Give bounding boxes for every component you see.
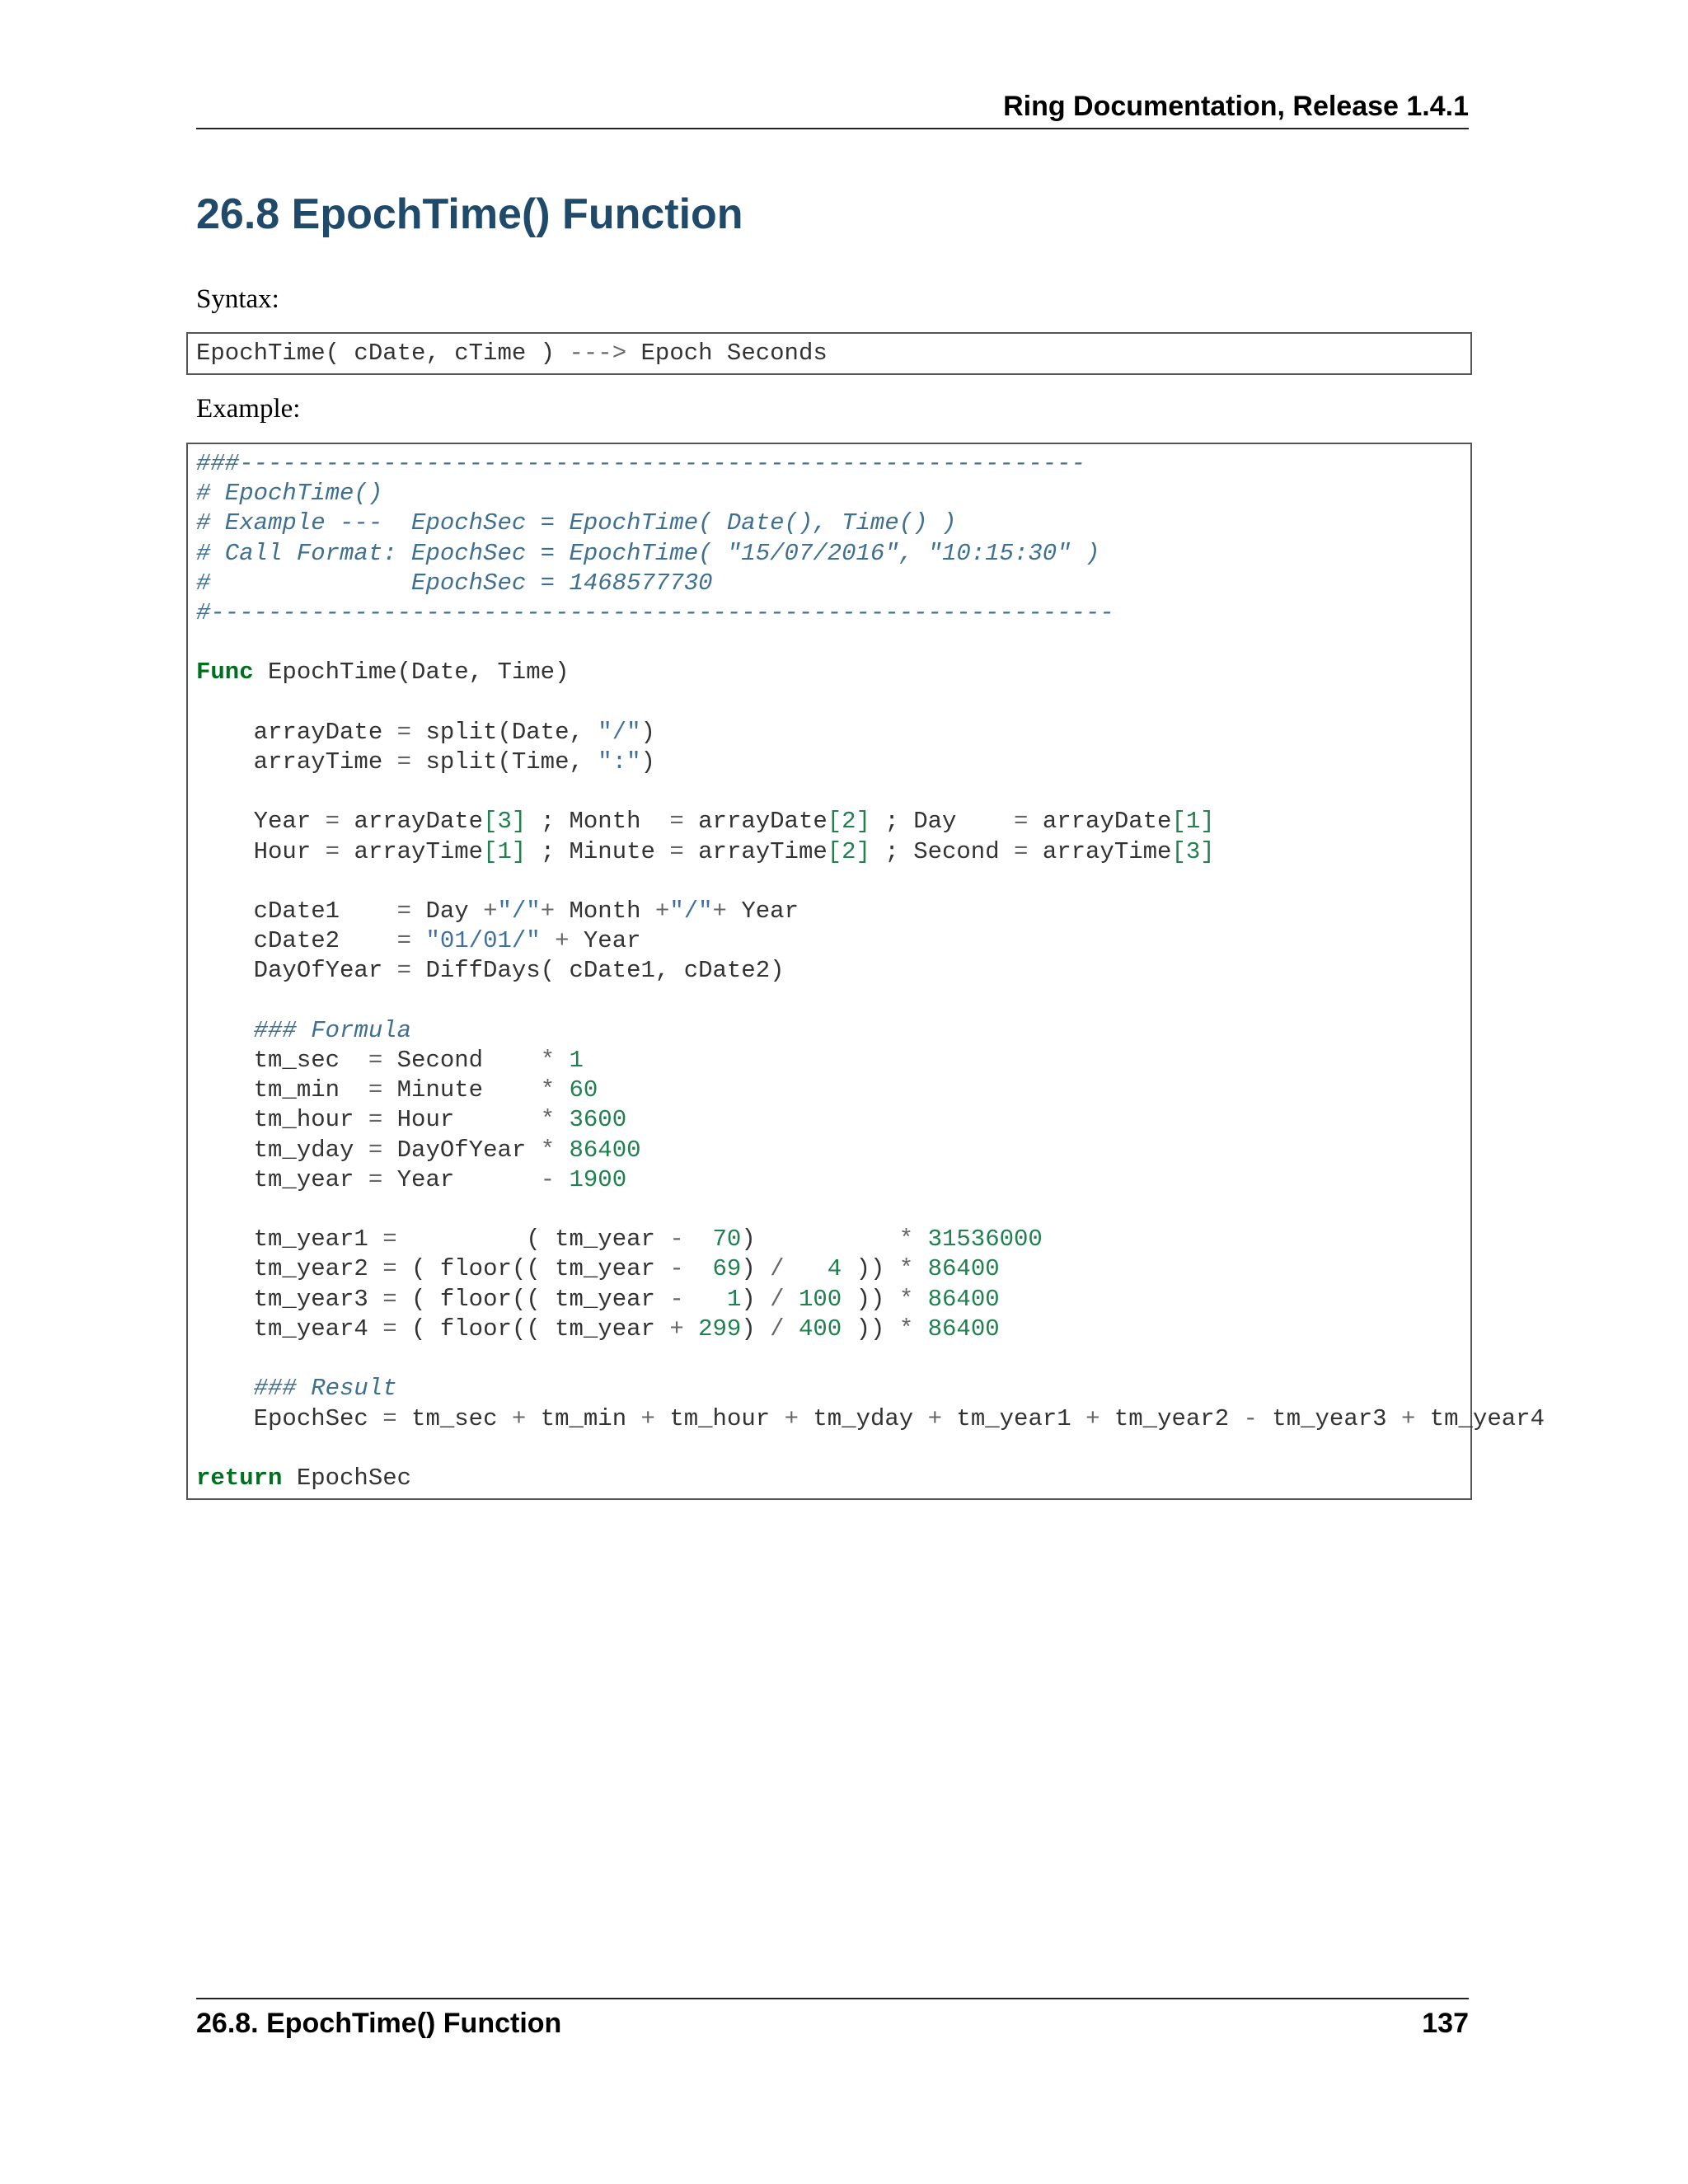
code-line: tm_min = Minute * 60 xyxy=(196,1076,598,1104)
code-line: arrayDate = split(Date, "/") xyxy=(196,718,655,746)
code-line: arrayTime = split(Time, ":") xyxy=(196,748,655,776)
code-line: # Example --- EpochSec = EpochTime( Date(), Time() ) xyxy=(196,509,957,537)
code-line: # EpochSec = 1468577730 xyxy=(196,569,713,597)
syntax-code-block xyxy=(186,332,1472,375)
code-line: ###----------------------------------------------------------- xyxy=(196,450,1085,477)
footer-page-number: 137 xyxy=(1422,2008,1469,2039)
code-line: ### Result xyxy=(196,1375,397,1403)
syntax-label: Syntax: xyxy=(196,284,279,314)
code-line: Year = arrayDate[3] ; Month = arrayDate[2] ; Day = arrayDate[1] xyxy=(196,808,1215,836)
code-line: tm_year4 = ( floor(( tm_year + 299) / 400 )) * 86400 xyxy=(196,1315,1000,1343)
example-code-block xyxy=(186,443,1545,1500)
footer-section: 26.8. EpochTime() Function xyxy=(196,2008,562,2039)
syntax-code xyxy=(196,339,1462,368)
code-line: #--------------------------------------------------------------- xyxy=(196,599,1114,627)
code-line: tm_year2 = ( floor(( tm_year - 69) / 4 )) * 86400 xyxy=(196,1255,1000,1283)
code-line: DayOfYear = DiffDays( cDate1, cDate2) xyxy=(196,957,785,985)
code-line: tm_hour = Hour * 3600 xyxy=(196,1106,627,1134)
example-code xyxy=(196,449,1545,1493)
code-line: Hour = arrayTime[1] ; Minute = arrayTime[2] ; Second = arrayTime[3] xyxy=(196,837,1215,865)
code-line: tm_sec = Second * 1 xyxy=(196,1047,584,1075)
page-footer xyxy=(196,1998,1469,2040)
code-line: tm_year3 = ( floor(( tm_year - 1) / 100 )) * 86400 xyxy=(196,1285,1000,1313)
code-line: tm_yday = DayOfYear * 86400 xyxy=(196,1136,641,1164)
code-line: tm_year1 = ( tm_year - 70) * 31536000 xyxy=(196,1226,1043,1254)
example-label: Example: xyxy=(196,394,301,424)
syntax-code-text: EpochTime( cDate, cTime ) ---> Epoch Seconds xyxy=(196,340,828,367)
header-title: Ring Documentation, Release 1.4.1 xyxy=(1003,91,1469,122)
code-line: tm_year = Year - 1900 xyxy=(196,1165,627,1193)
code-line: # EpochTime() xyxy=(196,480,383,508)
code-line: cDate1 = Day +"/"+ Month +"/"+ Year xyxy=(196,898,799,926)
code-line: Func EpochTime(Date, Time) xyxy=(196,658,570,687)
code-line: # Call Format: EpochSec = EpochTime( "15/07/2016", "10:15:30" ) xyxy=(196,539,1100,567)
code-line: return EpochSec xyxy=(196,1464,412,1492)
code-line: EpochSec = tm_sec + tm_min + tm_hour + tm_yday + tm_year1 + tm_year2 - tm_year3 + tm_year4 xyxy=(196,1404,1545,1432)
code-line: ### Formula xyxy=(196,1016,412,1044)
code-line: cDate2 = "01/01/" + Year xyxy=(196,927,641,955)
page-header xyxy=(196,91,1469,129)
section-title: 26.8 EpochTime() Function xyxy=(196,190,743,238)
